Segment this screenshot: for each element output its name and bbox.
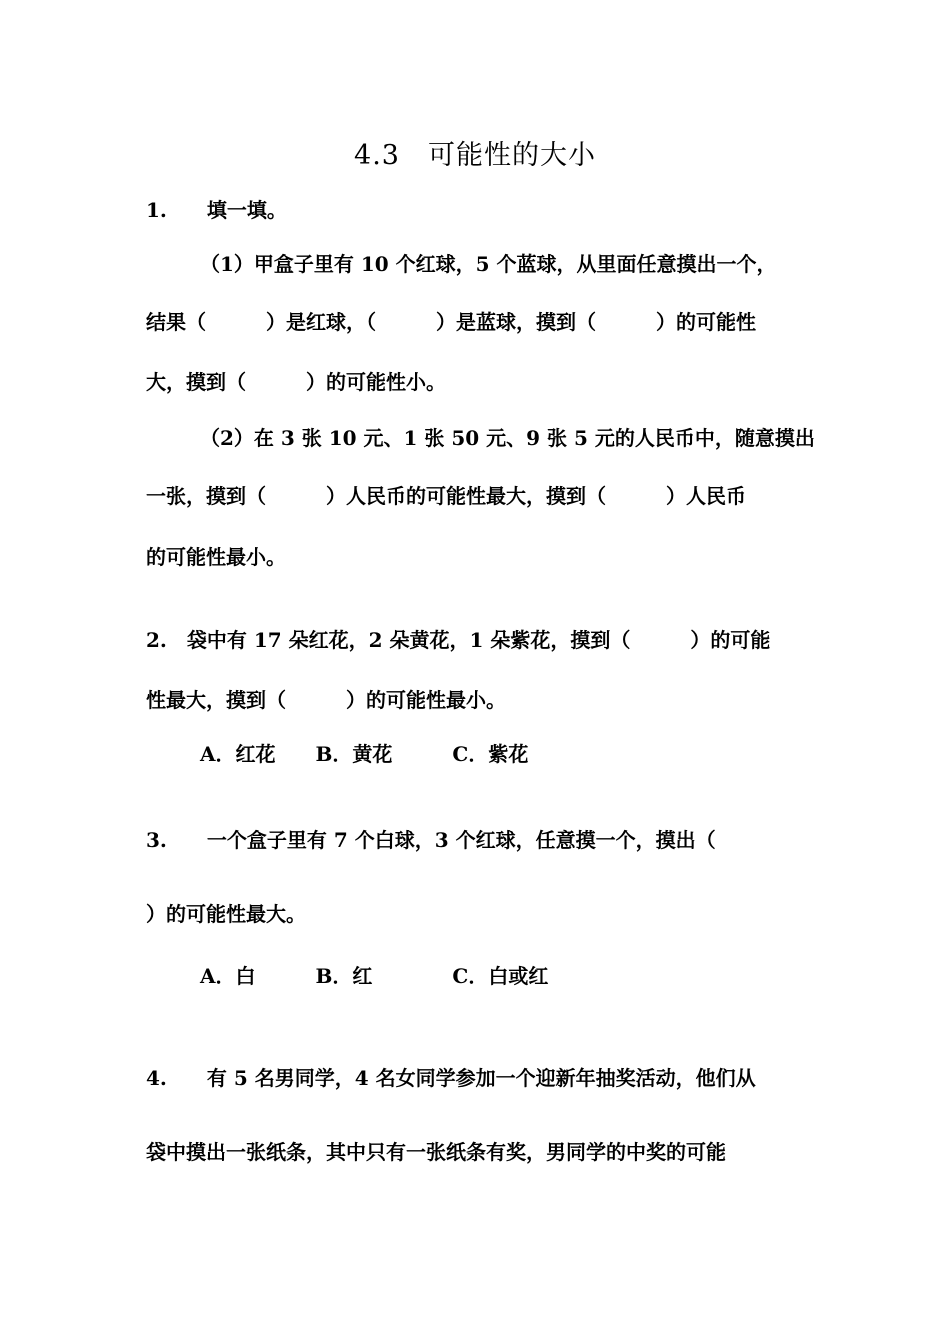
q1-part1-line2: 结果（ ）是红球，（ ）是蓝球，摸到（ ）的可能性	[146, 310, 756, 334]
q1-part2-line3: 的可能性最小。	[146, 545, 286, 569]
q1-heading: 1. 填一填。	[146, 198, 287, 222]
q1-part1-line3: 大，摸到（ ）的可能性小。	[146, 370, 446, 394]
q4-line2: 袋中摸出一张纸条，其中只有一张纸条有奖，男同学的中奖的可能	[146, 1140, 726, 1164]
q3-line1: 3. 一个盒子里有 7 个白球，3 个红球，任意摸一个，摸出（	[146, 828, 716, 852]
q2-line2: 性最大，摸到（ ）的可能性最小。	[146, 688, 506, 712]
q2-options: A．红花 B．黄花 C．紫花	[200, 742, 529, 766]
q4-line1: 4. 有 5 名男同学，4 名女同学参加一个迎新年抽奖活动，他们从	[146, 1066, 756, 1090]
q3-line2: ）的可能性最大。	[146, 902, 306, 926]
q1-part2-line2: 一张，摸到（ ）人民币的可能性最大，摸到（ ）人民币	[146, 484, 746, 508]
q2-line1: 2. 袋中有 17 朵红花，2 朵黄花，1 朵紫花，摸到（ ）的可能	[146, 628, 771, 652]
page-title: 4.3 可能性的大小	[354, 140, 596, 171]
q1-part1-line1: （1）甲盒子里有 10 个红球，5 个蓝球，从里面任意摸出一个，	[200, 252, 777, 276]
q3-options: A．白 B．红 C．白或红	[200, 964, 549, 988]
q1-part2-line1: （2）在 3 张 10 元、1 张 50 元、9 张 5 元的人民币中，随意摸出	[200, 426, 815, 450]
